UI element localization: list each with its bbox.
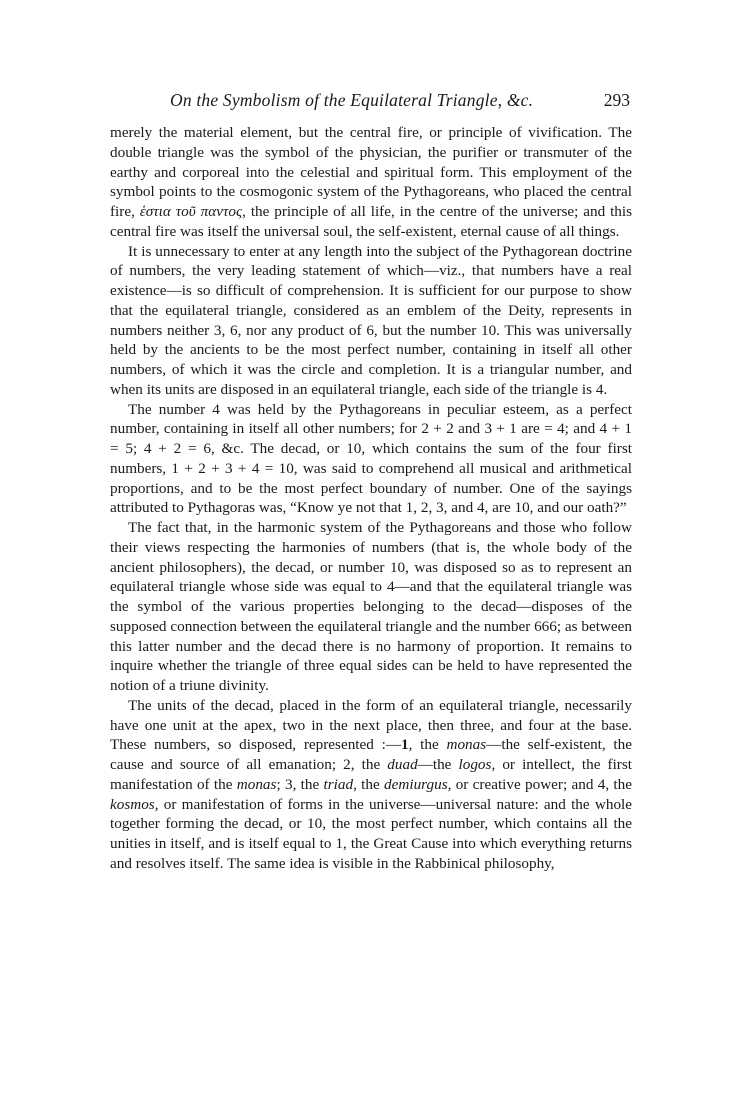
italic-term: triad xyxy=(323,775,354,793)
italic-term: kosmos xyxy=(110,795,155,813)
text-run: —the xyxy=(417,756,459,773)
italic-term: logos xyxy=(458,756,492,773)
text-run: ; 3, the xyxy=(276,775,324,793)
text-run: The number 4 was held by the Pythagoreans in peculiar esteem, as a perfect number, containing in itself all other numbers; for 2 + 2 and 3 + 1 are = 4; and 4 + 1 = 5; 4 + 2 = 6, &c. The decad, or 10, which contains the sum of the four first numbers, 1 + 2 + 3 + 4 = 10, was said to comprehend all musical and arithmetical proportions, and to be the most perfect boundary of number. One of the sayings attributed to Pythagoras was, “Know ye not that 1, 2, 3, and 4, are 10, and our oath?” xyxy=(110,400,632,517)
body-text xyxy=(110,123,632,874)
paragraph xyxy=(110,518,632,696)
text-run: , or intellect, the first manifestation of the xyxy=(110,756,632,793)
text-run: merely the material element, but the central fire, or principle of vivification. The double triangle was the symbol of the physician, the purifier or transmuter of the earthy and corporeal into the celestial and spiritual form. This employment of the symbol points to the cosmogonic system of the Pythagoreans, who placed the central fire, xyxy=(110,124,632,220)
bold-numeral: 1 xyxy=(401,736,409,754)
italic-term: monas xyxy=(446,736,487,754)
text-run: The units of the decad, placed in the form of an equilateral triangle, necessarily have one unit at the apex, two in the next place, then three, and four at the base. These numbers, so disposed, represented :— xyxy=(110,696,632,754)
text-run: —the self-existent, the cause and source of all emanation; 2, the xyxy=(110,736,632,773)
text-run: It is unnecessary to enter at any length into the subject of the Pythagorean doctrine of numbers, the very leading statement of which—viz., that numbers have a real existence—is so difficult of comprehension. It is sufficient for our purpose to show that the equilateral triangle, considered as an emblem of the Deity, represents in numbers neither 3, 6, nor any product of 6, but the number 10. This was universally held by the ancients to be the most perfect number, containing in itself all other numbers, of which it was the circle and completion. It is a triangular number, and when its units are disposed in an equilateral triangle, each side of the triangle is 4. xyxy=(110,242,632,398)
italic-term: duad xyxy=(387,756,418,773)
italic-term: demiurgus xyxy=(384,775,448,793)
text-run: , the principle of all life, in the centre of the universe; and this central fire was itself the universal soul, the self-existent, eternal cause of all things. xyxy=(110,203,633,240)
running-head xyxy=(110,90,630,112)
text-run: , or manifestation of forms in the universe—universal nature: and the whole together forming the decad, or 10, the most perfect number, which contains all the unities in itself, and is itself equal to 1, the Great Cause into which everything returns and resolves itself. The same idea is visible in the Rabbinical philosophy, xyxy=(110,795,632,872)
paragraph xyxy=(110,242,632,400)
text-run: , or creative power; and 4, the xyxy=(447,775,632,793)
text-run: , the xyxy=(408,736,447,754)
page-number: 293 xyxy=(603,90,630,110)
italic-term: ἑστια τοῦ παντος xyxy=(139,203,243,220)
text-run: , the xyxy=(353,775,385,793)
italic-term: monas xyxy=(236,775,277,793)
text-run: The fact that, in the harmonic system of the Pythagoreans and those who follow their views respecting the harmonies of numbers (that is, the whole body of the ancient philosophers), the decad, or number 10, was disposed so as to represent an equilateral triangle whose side was equal to 4—and that the equilateral triangle was the symbol of the various properties belonging to the decad—disposes of the supposed connection between the equilateral triangle and the number 666; as between this latter number and the decad there is no harmony of proportion. It remains to inquire whether the triangle of three equal sides can be held to have represented the notion of a triune divinity. xyxy=(110,519,632,694)
paragraph xyxy=(110,400,632,519)
paragraph xyxy=(110,696,632,874)
running-title: On the Symbolism of the Equilateral Triangle, &c. xyxy=(170,90,534,110)
paragraph xyxy=(110,123,632,242)
